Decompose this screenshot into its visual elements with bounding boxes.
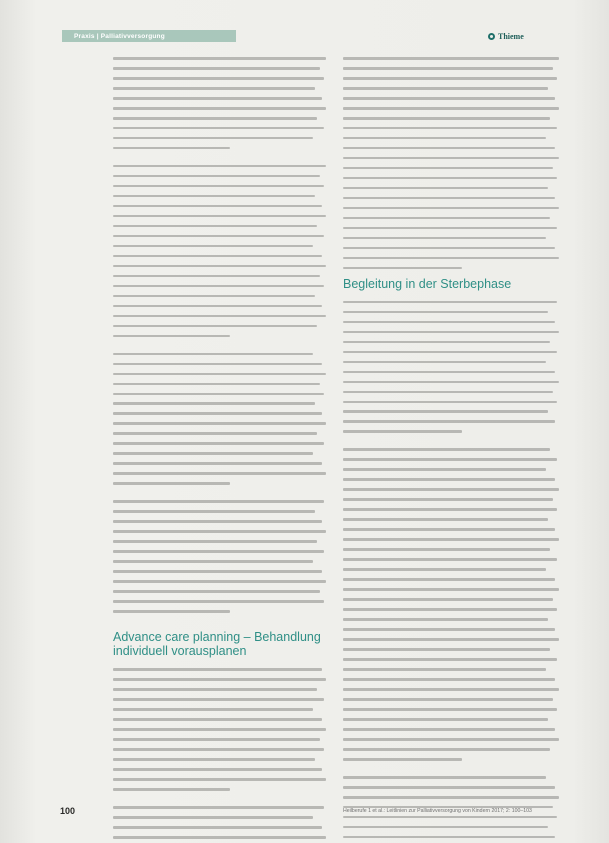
body-text-line [343,371,555,374]
body-text-line [343,836,555,839]
body-text-line [113,698,324,701]
body-text-line [343,331,559,334]
body-text-line [113,363,322,366]
body-text-line [113,668,322,671]
footer-citation: Heilberufe 1 et al.: Leitlinien zur Palliativversorgung von Kindern 2017; 2: 100–103 [343,808,532,814]
body-text-line [113,826,322,829]
body-text-line [343,227,557,230]
body-text-line [343,321,555,324]
section-header-band [62,30,236,42]
body-text-line [113,353,313,356]
body-text-line [113,520,322,523]
body-text-line [113,836,326,839]
body-text-line [343,718,548,721]
section-heading [113,630,326,658]
body-text-line [343,508,557,511]
body-text-line [343,117,550,120]
body-text-line [113,373,326,376]
body-text-line [113,57,326,60]
body-text-line [343,107,559,110]
body-text-line [343,267,462,270]
body-text-line [343,311,548,314]
body-text-line [343,668,546,671]
body-text-line [113,550,324,553]
body-text-line [343,538,559,541]
body-text-line [113,452,313,455]
body-text-line [113,185,324,188]
body-text-line [113,816,313,819]
body-text-line [343,688,559,691]
body-text-line [343,237,546,240]
body-text-line [343,498,553,501]
body-text-line [343,776,546,779]
body-text-line [113,87,315,90]
body-text-line [343,67,553,70]
body-text-line [343,197,555,200]
body-text-line [113,778,326,781]
body-text-line [113,462,322,465]
body-text-line [343,648,550,651]
body-text-line [113,500,324,503]
body-text-line [343,420,555,423]
body-text-line [343,638,559,641]
body-text-line [343,786,555,789]
body-text-line [343,826,548,829]
page-number: 100 [60,806,76,816]
body-text-line [343,257,559,260]
body-text-line [343,548,550,551]
body-text-line [343,430,462,433]
body-text-line [343,628,555,631]
body-text-line [343,147,555,150]
body-text-line [113,708,313,711]
body-text-line [113,472,326,475]
body-text-line [113,315,326,318]
body-text-line [343,247,555,250]
body-text-line [343,137,546,140]
paragraph-spacing [113,157,326,165]
body-text-line [343,391,553,394]
body-text-line [113,600,324,603]
body-text-line [343,157,559,160]
body-text-line [343,748,550,751]
body-text-line [113,412,322,415]
section-label: Praxis | Palliativversorgung [74,32,165,40]
body-text-line [113,97,322,100]
publisher-name: Thieme [498,31,524,41]
body-text-line [113,77,324,80]
body-text-line [343,528,555,531]
body-text-line [343,618,548,621]
thieme-logo-icon [488,33,495,40]
body-text-line [113,383,320,386]
paragraph-spacing [113,620,326,628]
body-text-line [113,422,326,425]
body-text-line [113,393,324,396]
paragraph-spacing [113,345,326,353]
body-text-line [113,806,324,809]
body-text-line [113,758,315,761]
body-text-line [343,401,557,404]
body-text-line [113,295,315,298]
body-text-line [113,738,320,741]
body-text-line [343,57,559,60]
body-text-line [113,147,230,150]
body-text-line [343,678,555,681]
body-text-line [343,588,559,591]
body-text-line [113,482,230,485]
body-text-line [343,458,557,461]
body-text-line [343,217,550,220]
body-text-line [113,265,326,268]
body-text-line [343,341,550,344]
body-text-line [113,117,317,120]
body-text-line [343,518,548,521]
body-text-line [113,688,317,691]
publisher-logo [488,30,524,42]
body-text-line [343,167,553,170]
body-text-line [343,77,557,80]
body-text-line [113,540,317,543]
body-text-line [113,718,322,721]
paragraph-spacing [113,492,326,500]
body-text-line [343,381,559,384]
body-text-line [113,788,230,791]
section-heading-line: individuell vorausplanen [113,644,247,659]
body-text-line [343,468,546,471]
body-text-line [113,560,313,563]
body-text-line [113,137,313,140]
body-text-line [113,67,320,70]
body-text-line [113,235,324,238]
body-text-line [343,478,555,481]
body-text-line [113,335,230,338]
paragraph-spacing [343,440,559,448]
body-text-line [113,570,322,573]
body-text-line [343,177,557,180]
body-text-line [113,107,326,110]
body-text-line [343,758,462,761]
body-text-line [113,432,317,435]
body-text-line [113,590,320,593]
paragraph-spacing [343,768,559,776]
body-text-line [113,275,320,278]
body-text-line [343,207,559,210]
body-text-line [113,165,326,168]
body-text-line [343,410,548,413]
body-text-line [113,510,315,513]
body-text-line [113,195,315,198]
body-text-line [113,728,326,731]
body-text-line [113,325,317,328]
body-text-line [113,245,313,248]
left-column [113,57,326,843]
section-heading-line: Advance care planning – Behandlung [113,630,321,645]
body-text-line [343,698,553,701]
body-text-line [343,796,559,799]
right-column [343,57,559,843]
body-text-line [343,301,557,304]
body-text-line [343,351,557,354]
body-text-line [343,608,557,611]
body-text-line [343,361,546,364]
body-text-line [343,488,559,491]
body-text-line [343,578,555,581]
body-text-line [113,678,326,681]
body-text-line [343,558,557,561]
section-heading: Begleitung in der Sterbephase [343,276,512,291]
body-text-line [113,225,317,228]
body-text-line [343,187,548,190]
body-text-line [343,816,557,819]
body-text-line [343,598,553,601]
body-text-line [343,97,555,100]
body-text-line [113,580,326,583]
body-text-line [343,127,557,130]
body-text-line [343,658,557,661]
body-text-line [343,738,559,741]
body-text-line [113,442,324,445]
body-text-line [113,305,322,308]
body-text-line [113,205,322,208]
body-text-line [113,255,322,258]
body-text-line [343,448,550,451]
body-text-line [113,768,322,771]
body-text-line [343,708,557,711]
body-text-line [113,285,324,288]
paragraph-spacing [113,798,326,806]
body-text-line [343,568,546,571]
body-text-line [113,215,326,218]
body-text-line [113,748,324,751]
body-text-line [113,530,326,533]
body-text-line [343,87,548,90]
body-text-line [343,728,555,731]
body-text-line [113,402,315,405]
body-text-line [113,127,324,130]
body-text-line [113,175,320,178]
body-text-line [113,610,230,613]
